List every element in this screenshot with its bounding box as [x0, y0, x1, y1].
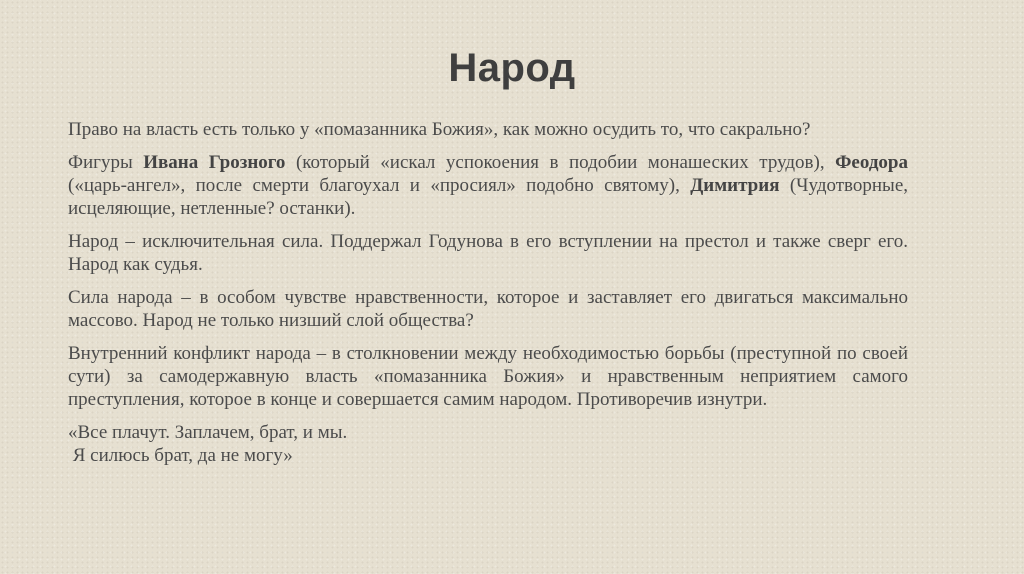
paragraph-people-morality: Сила народа – в особом чувстве нравственности, которое и заставляет его двигаться максимально массово. Народ не только низший слой общества? [68, 287, 908, 331]
paragraph-inner-conflict: Внутренний конфликт народа – в столкновении между необходимостью борьбы (преступной по своей сути) за самодержавную власть «помазанника Божия» и нравственным неприятием самого преступления, которое в конце и совершается самим народом. Противоречив изнутри. [68, 343, 908, 410]
paragraph-power: Право на власть есть только у «помазанника Божия», как можно осудить то, что сакрально? [68, 119, 811, 140]
name-feodor: Феодора [835, 152, 908, 173]
name-ivan: Ивана Грозного [143, 152, 286, 173]
name-dimitry: Димитрия [690, 175, 780, 196]
quote-line-1: «Все плачут. Заплачем, брат, и мы. [68, 422, 348, 443]
paragraph-figures [68, 151, 908, 220]
slide-title: Народ [448, 46, 576, 90]
figures-text-2: (который «искал успокоения в подобии монашеских трудов), [285, 152, 836, 173]
paragraph-people-force: Народ – исключительная сила. Поддержал Годунова в его вступлении на престол и также сверг его. Народ как судья. [68, 231, 908, 275]
figures-text-3: («царь-ангел», после смерти благоухал и «просиял» подобно святому), [68, 175, 691, 196]
figures-text-1: Фигуры [68, 152, 144, 173]
slide-body [68, 118, 908, 467]
quote-line-2: Я силюсь брат, да не могу» [68, 445, 293, 466]
figures-text-4: (Чудотворные, исцеляющие, нетленные? останки). [68, 175, 909, 219]
